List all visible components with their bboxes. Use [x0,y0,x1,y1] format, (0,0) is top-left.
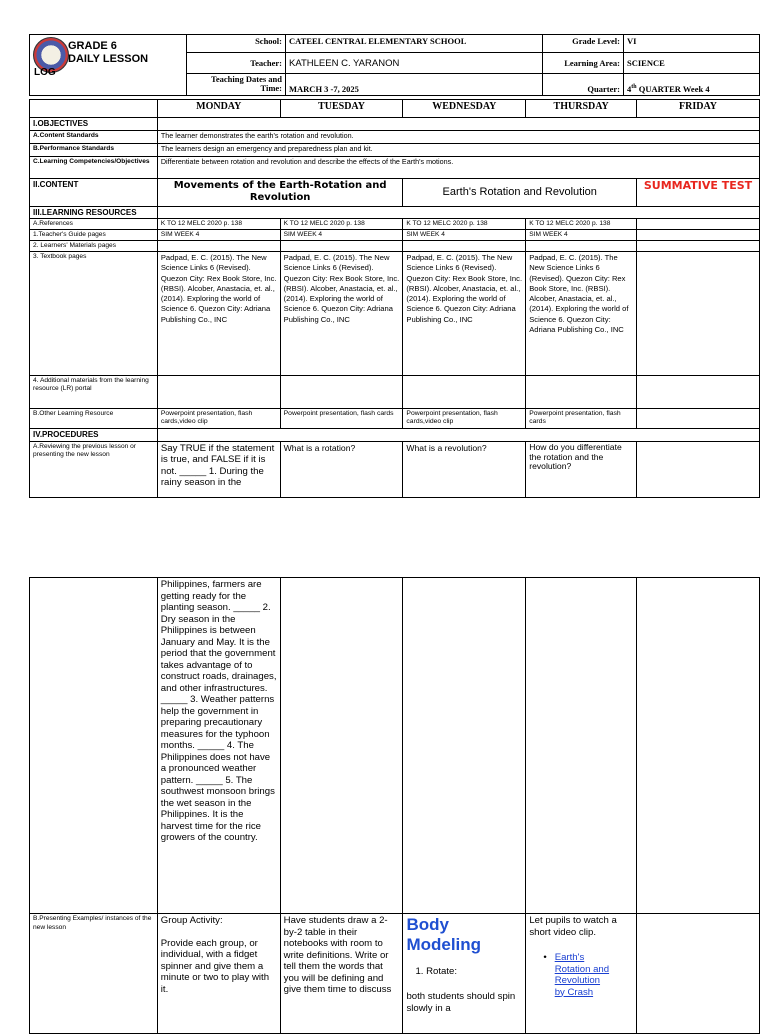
presenting-label: B.Presenting Examples/ instances of the new lesson [30,914,158,1034]
review-wed: What is a revolution? [403,441,526,497]
additional-wed [403,376,526,409]
other-wed: Powerpoint presentation, flash cards,video clip [403,409,526,429]
ref-fri [637,219,760,230]
title-cell [30,35,187,96]
competencies-label: C.Learning Competencies/Objectives [30,156,158,178]
title-line3: LOG [34,67,56,78]
area-value: SCIENCE [624,53,760,74]
presenting-mon-title: Group Activity: [160,915,223,926]
video-link[interactable]: Earth's Rotation and Revolution by Crash [554,952,610,998]
quarter-text: QUARTER Week 4 [636,83,710,94]
grade-label: Grade Level: [543,35,624,53]
dates-label [187,74,286,96]
presenting-mon-text: Provide each group, or individual, with a fidget spinner and give them a minute or two to play with it. [160,937,270,995]
other-thu: Powerpoint presentation, flash cards [526,409,637,429]
dates-label-line2: Time: [260,83,282,94]
content-mon-tue: Movements of the Earth-Rotation and Revolution [157,178,403,206]
tg-tue: SIM WEEK 4 [280,230,403,241]
day-wednesday: WEDNESDAY [403,100,526,118]
tg-mon: SIM WEEK 4 [157,230,280,241]
quarter-suffix: th [631,83,637,90]
additional-fri [637,376,760,409]
textbook-wed: Padpad, E. C. (2015). The New Science Links 6 (Revised). Quezon City: Rex Book Store, Inc. (RBSI). Alcober, Anastacia, et. al., (2014). Exploring the world of Science 6. Quezon City: Adriana Publishing Co., INC [403,252,526,376]
review-fri-cont [637,578,760,914]
title-line2: DAILY LESSON [68,52,149,65]
header-table [29,34,760,96]
objectives-heading: I.OBJECTIVES [30,118,158,131]
objectives-empty [157,118,759,131]
teacher-value: KATHLEEN C. YARANON [286,53,543,74]
additional-thu [526,376,637,409]
lm-tue [280,241,403,252]
presenting-tue: Have students draw a 2-by-2 table in their notebooks with room to write definitions. Write or tell them the words that you will be defining and give them time to discuss [280,914,403,1034]
tg-fri [637,230,760,241]
other-fri [637,409,760,429]
lm-fri [637,241,760,252]
quarter-value [624,74,760,96]
day-monday: MONDAY [157,100,280,118]
ref-tue: K TO 12 MELC 2020 p. 138 [280,219,403,230]
school-label: School: [187,35,286,53]
day-thursday: THURSDAY [526,100,637,118]
presenting-thu [526,914,637,1034]
ref-thu: K TO 12 MELC 2020 p. 138 [526,219,637,230]
lm-mon [157,241,280,252]
teacher-label: Teacher: [187,53,286,74]
dates-value: MARCH 3 -7, 2025 [286,74,543,96]
other-tue: Powerpoint presentation, flash cards [280,409,403,429]
review-mon-cont: Philippines, farmers are getting ready for the planting season. _____ 2. Dry season in the Philippines is between January and May. It is the period that the government takes advantage of to construct roads, drainages, and other infrastructures. _____ 3. Weather patterns help the government in preparing precautionary measures for the typhoon months. _____ 4. The Philippines does not have a pronounced weather pattern. _____ 5. The southwest monsoon brings the wet season in the Philippines. It is the harvest time for the rice growers of the country. [157,578,280,914]
review-thu: How do you differentiate the rotation and the revolution? [526,441,637,497]
title-line1: GRADE 6 [68,40,117,52]
textbook-fri [637,252,760,376]
day-tuesday: TUESDAY [280,100,403,118]
review-fri [637,441,760,497]
content-standards-label: A.Content Standards [30,130,158,143]
quarter-number: 4 [627,83,632,94]
review-thu-cont [526,578,637,914]
presenting-thu-text: Let pupils to watch a short video clip. [529,915,617,938]
textbook-thu: Padpad, E. C. (2015). The New Science Links 6 (Revised). Quezon City: Rex Book Store, Inc. (RBSI). Alcober, Anastacia, et. al., (2014). Exploring the world of Science 6. Quezon City: Adriana Publishing Co., INC [526,252,637,376]
textbook-tue: Padpad, E. C. (2015). The New Science Links 6 (Revised). Quezon City: Rex Book Store, Inc. (RBSI). Alcober, Anastacia, et. al., (2014). Exploring the world of Science 6. Quezon City: Adriana Publishing Co., INC [280,252,403,376]
other-resource-label: B.Other Learning Resource [30,409,158,429]
other-mon: Powerpoint presentation, flash cards,video clip [157,409,280,429]
resources-empty [157,206,759,219]
review-label: A.Reviewing the previous lesson or presenting the new lesson [30,441,158,497]
lesson-table [29,99,760,498]
resources-heading: III.LEARNING RESOURCES [30,206,158,219]
presenting-mon [157,914,280,1034]
school-value: CATEEL CENTRAL ELEMENTARY SCHOOL [286,35,543,53]
grade-value: VI [624,35,760,53]
review-wed-cont [403,578,526,914]
quarter-label: Quarter: [543,74,624,96]
performance-standards: The learners design an emergency and preparedness plan and kit. [157,143,759,156]
tg-wed: SIM WEEK 4 [403,230,526,241]
procedures-empty [157,429,759,442]
procedures-heading: IV.PROCEDURES [30,429,158,442]
lm-wed [403,241,526,252]
content-wed-thu: Earth's Rotation and Revolution [403,178,637,206]
tg-label: 1.Teacher's Guide pages [30,230,158,241]
content-standards: The learner demonstrates the earth's rotation and revolution. [157,130,759,143]
additional-mon [157,376,280,409]
presenting-fri [637,914,760,1034]
ref-mon: K TO 12 MELC 2020 p. 138 [157,219,280,230]
tg-thu: SIM WEEK 4 [526,230,637,241]
day-friday: FRIDAY [637,100,760,118]
lm-thu [526,241,637,252]
ref-wed: K TO 12 MELC 2020 p. 138 [403,219,526,230]
review-mon: Say TRUE if the statement is true, and FALSE if it is not. _____ 1. During the rainy season in the [157,441,280,497]
content-friday: SUMMATIVE TEST [637,178,760,206]
references-label: A.References [30,219,158,230]
textbook-label: 3. Textbook pages [30,252,158,376]
additional-tue [280,376,403,409]
area-label: Learning Area: [543,53,624,74]
performance-standards-label: B.Performance Standards [30,143,158,156]
rotate-item: 1. Rotate: [415,965,458,977]
presenting-wed [403,914,526,1034]
presenting-wed-text: both students should spin slowly in a [406,991,516,1014]
review-tue: What is a rotation? [280,441,403,497]
body-modeling-heading: Body Modeling [406,915,482,955]
content-label: II.CONTENT [30,178,158,206]
corner-cell [30,100,158,118]
bullet-icon: • [543,952,547,963]
additional-label: 4. Additional materials from the learning resource (LR) portal [30,376,158,409]
review-tue-cont [280,578,403,914]
review-label-cont [30,578,158,914]
lm-label: 2. Learners' Materials pages [30,241,158,252]
video-link-item [543,952,633,998]
dates-label-line1: Teaching Dates and [210,74,282,84]
lesson-table-continued [29,577,760,1034]
competencies: Differentiate between rotation and revolution and describe the effects of the Earth's motions. [157,156,759,178]
textbook-mon: Padpad, E. C. (2015). The New Science Links 6 (Revised). Quezon City: Rex Book Store, Inc. (RBSI). Alcober, Anastacia, et. al., (2014). Exploring the world of Science 6. Quezon City: Adriana Publishing Co., INC [157,252,280,376]
